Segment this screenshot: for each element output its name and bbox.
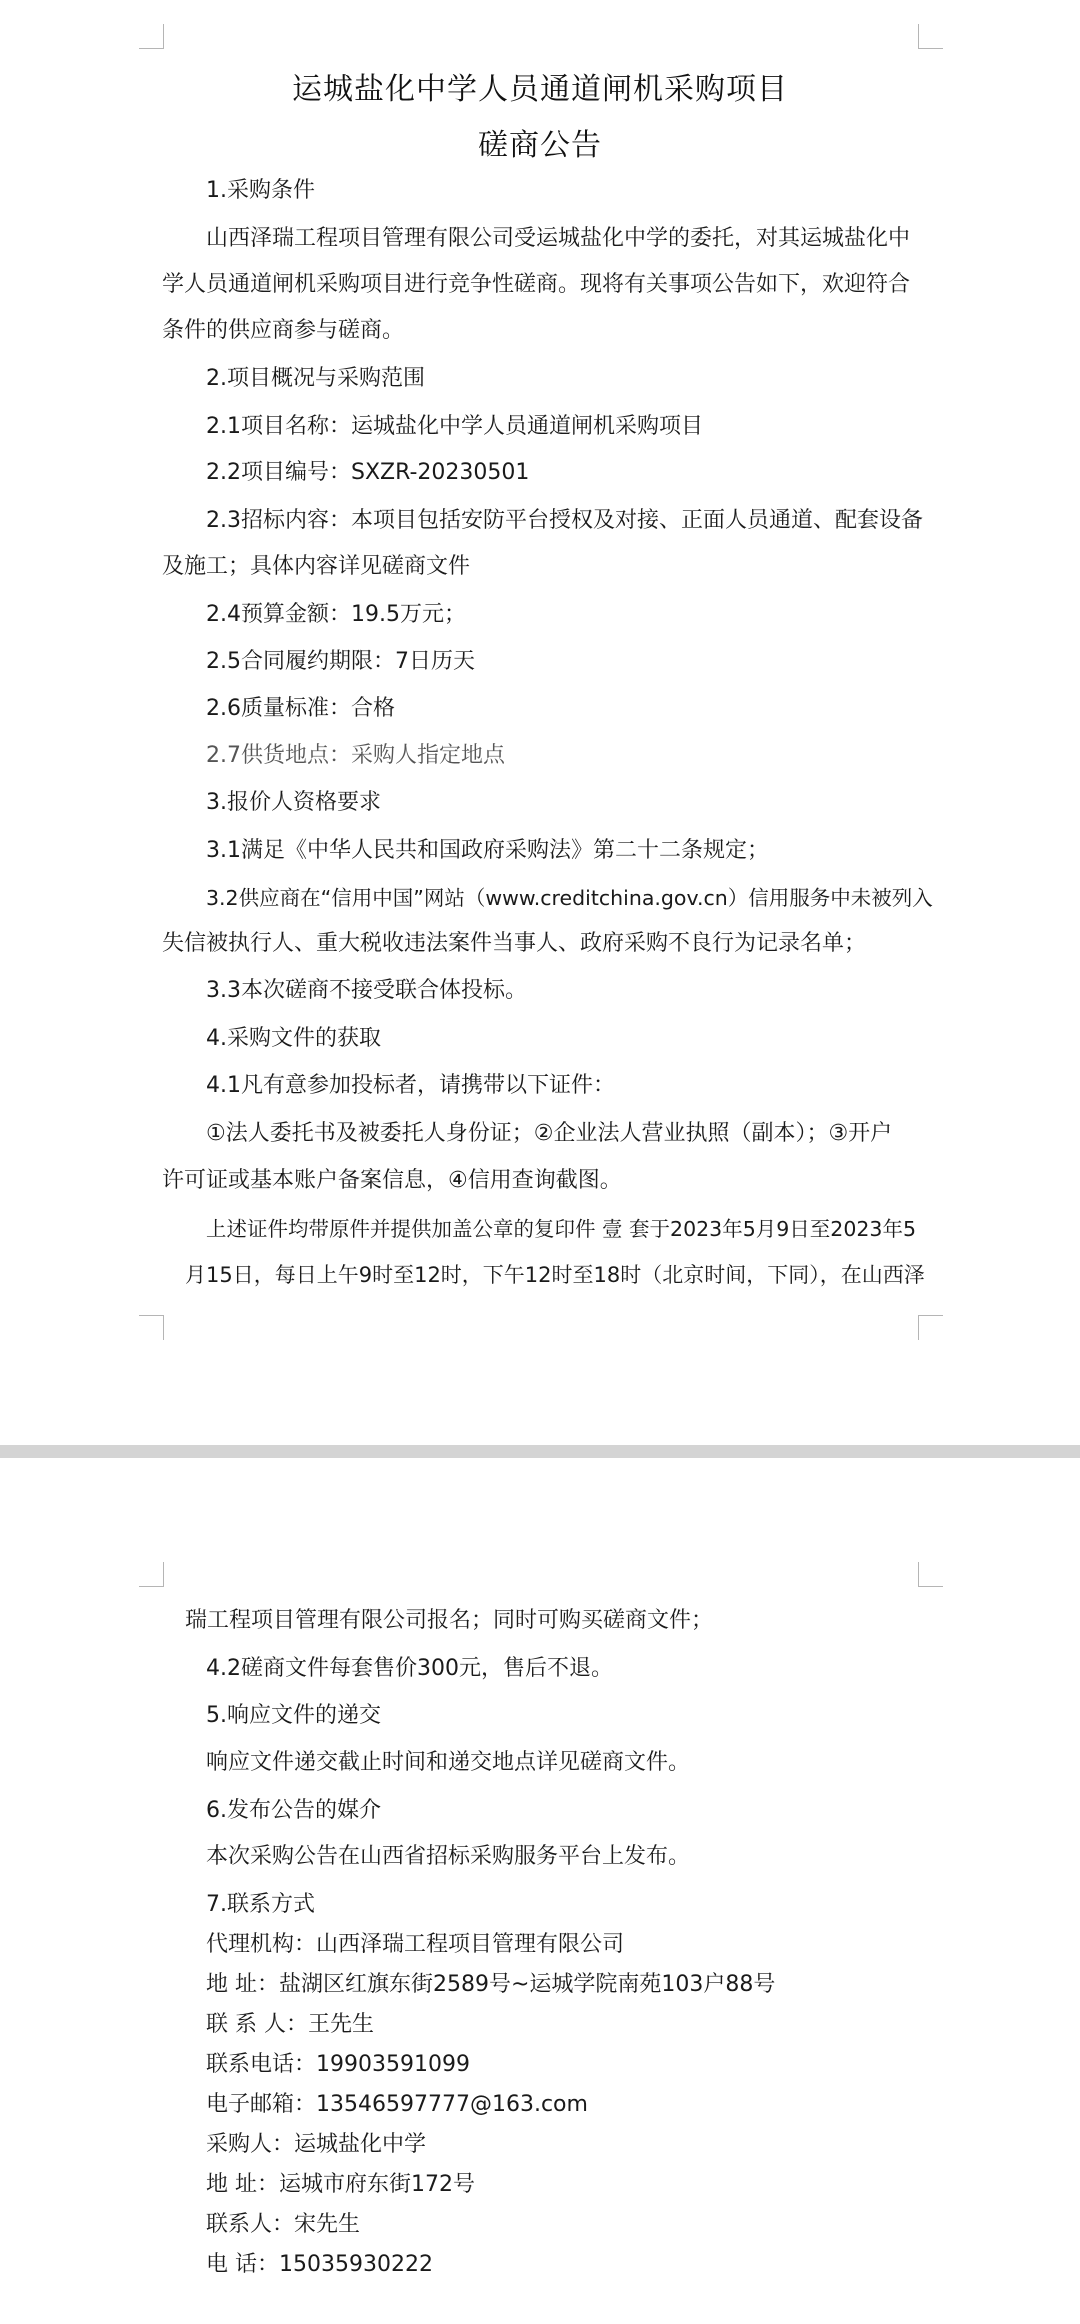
purchaser-phone: 电 话：15035930222 — [206, 2252, 433, 2277]
document-page-2 — [0, 1458, 1080, 2324]
paragraph-line: 上述证件均带原件并提供加盖公章的复印件 壹 套于2023年5月9日至2023年5 — [206, 1217, 917, 1241]
contact-person: 联 系 人：王先生 — [206, 2012, 374, 2037]
paragraph-line: 2.7供货地点：采购人指定地点 — [206, 743, 505, 768]
paragraph-line: 响应文件递交截止时间和递交地点详见磋商文件。 — [206, 1750, 691, 1775]
paragraph-line: 条件的供应商参与磋商。 — [162, 318, 405, 343]
contact-agency: 代理机构：山西泽瑞工程项目管理有限公司 — [206, 1932, 625, 1957]
contact-address: 地 址：盐湖区红旗东街2589号~运城学院南苑103户88号 — [206, 1972, 776, 1997]
paragraph-line: 2.4预算金额：19.5万元； — [206, 602, 466, 627]
paragraph-line: 2.5合同履约期限：7日历天 — [206, 649, 475, 674]
paragraph-line: 许可证或基本账户备案信息，④信用查询截图。 — [162, 1168, 622, 1193]
paragraph-line: 2.1项目名称：运城盐化中学人员通道闸机采购项目 — [206, 414, 703, 439]
paragraph-line: 月15日，每日上午9时至12时，下午12时至18时（北京时间，下同），在山西泽 — [185, 1263, 925, 1287]
section-heading: 3.报价人资格要求 — [206, 790, 381, 815]
section-heading: 6.发布公告的媒介 — [206, 1798, 381, 1823]
paragraph-line: 失信被执行人、重大税收违法案件当事人、政府采购不良行为记录名单； — [162, 931, 867, 956]
section-heading: 1.采购条件 — [206, 178, 315, 203]
section-heading: 7.联系方式 — [206, 1892, 315, 1917]
purchaser-address: 地 址：运城市府东街172号 — [206, 2172, 475, 2197]
document-title: 运城盐化中学人员通道闸机采购项目 — [292, 72, 788, 107]
contact-email: 电子邮箱：13546597777@163.com — [206, 2092, 588, 2117]
paragraph-line: 瑞工程项目管理有限公司报名；同时可购买磋商文件； — [185, 1608, 714, 1633]
purchaser-contact: 联系人：宋先生 — [206, 2212, 361, 2237]
paragraph-line: 本次采购公告在山西省招标采购服务平台上发布。 — [206, 1844, 691, 1869]
paragraph-line: 3.2供应商在“信用中国”网站（www.creditchina.gov.cn）信用服务中未被列入 — [206, 886, 933, 910]
crop-mark-top-right — [918, 1562, 943, 1587]
paragraph-line: 2.3招标内容：本项目包括安防平台授权及对接、正面人员通道、配套设备 — [206, 508, 923, 533]
paragraph-line: 山西泽瑞工程项目管理有限公司受运城盐化中学的委托，对其运城盐化中 — [206, 226, 911, 251]
crop-mark-top-right — [918, 24, 943, 49]
paragraph-line: 3.1满足《中华人民共和国政府采购法》第二十二条规定； — [206, 838, 769, 863]
paragraph-line: 4.1凡有意参加投标者，请携带以下证件： — [206, 1073, 615, 1098]
paragraph-line: 学人员通道闸机采购项目进行竞争性磋商。现将有关事项公告如下，欢迎符合 — [162, 272, 911, 297]
paragraph-line: 2.6质量标准：合格 — [206, 696, 395, 721]
document-subtitle: 磋商公告 — [478, 128, 602, 163]
paragraph-line: 3.3本次磋商不接受联合体投标。 — [206, 978, 527, 1003]
paragraph-line: 4.2磋商文件每套售价300元，售后不退。 — [206, 1656, 613, 1681]
crop-mark-bottom-left — [139, 1315, 164, 1340]
section-heading: 2.项目概况与采购范围 — [206, 366, 425, 391]
page-separator — [0, 1445, 1080, 1458]
paragraph-line: 及施工；具体内容详见磋商文件 — [162, 554, 471, 579]
purchaser-name: 采购人：运城盐化中学 — [206, 2132, 427, 2157]
crop-mark-top-left — [139, 1562, 164, 1587]
contact-phone: 联系电话：19903591099 — [206, 2052, 470, 2077]
paragraph-line: ①法人委托书及被委托人身份证；②企业法人营业执照（副本）；③开户 — [206, 1121, 893, 1146]
section-heading: 4.采购文件的获取 — [206, 1026, 381, 1051]
section-heading: 5.响应文件的递交 — [206, 1703, 381, 1728]
paragraph-line: 2.2项目编号：SXZR-20230501 — [206, 460, 530, 485]
crop-mark-top-left — [139, 24, 164, 49]
crop-mark-bottom-right — [918, 1315, 943, 1340]
